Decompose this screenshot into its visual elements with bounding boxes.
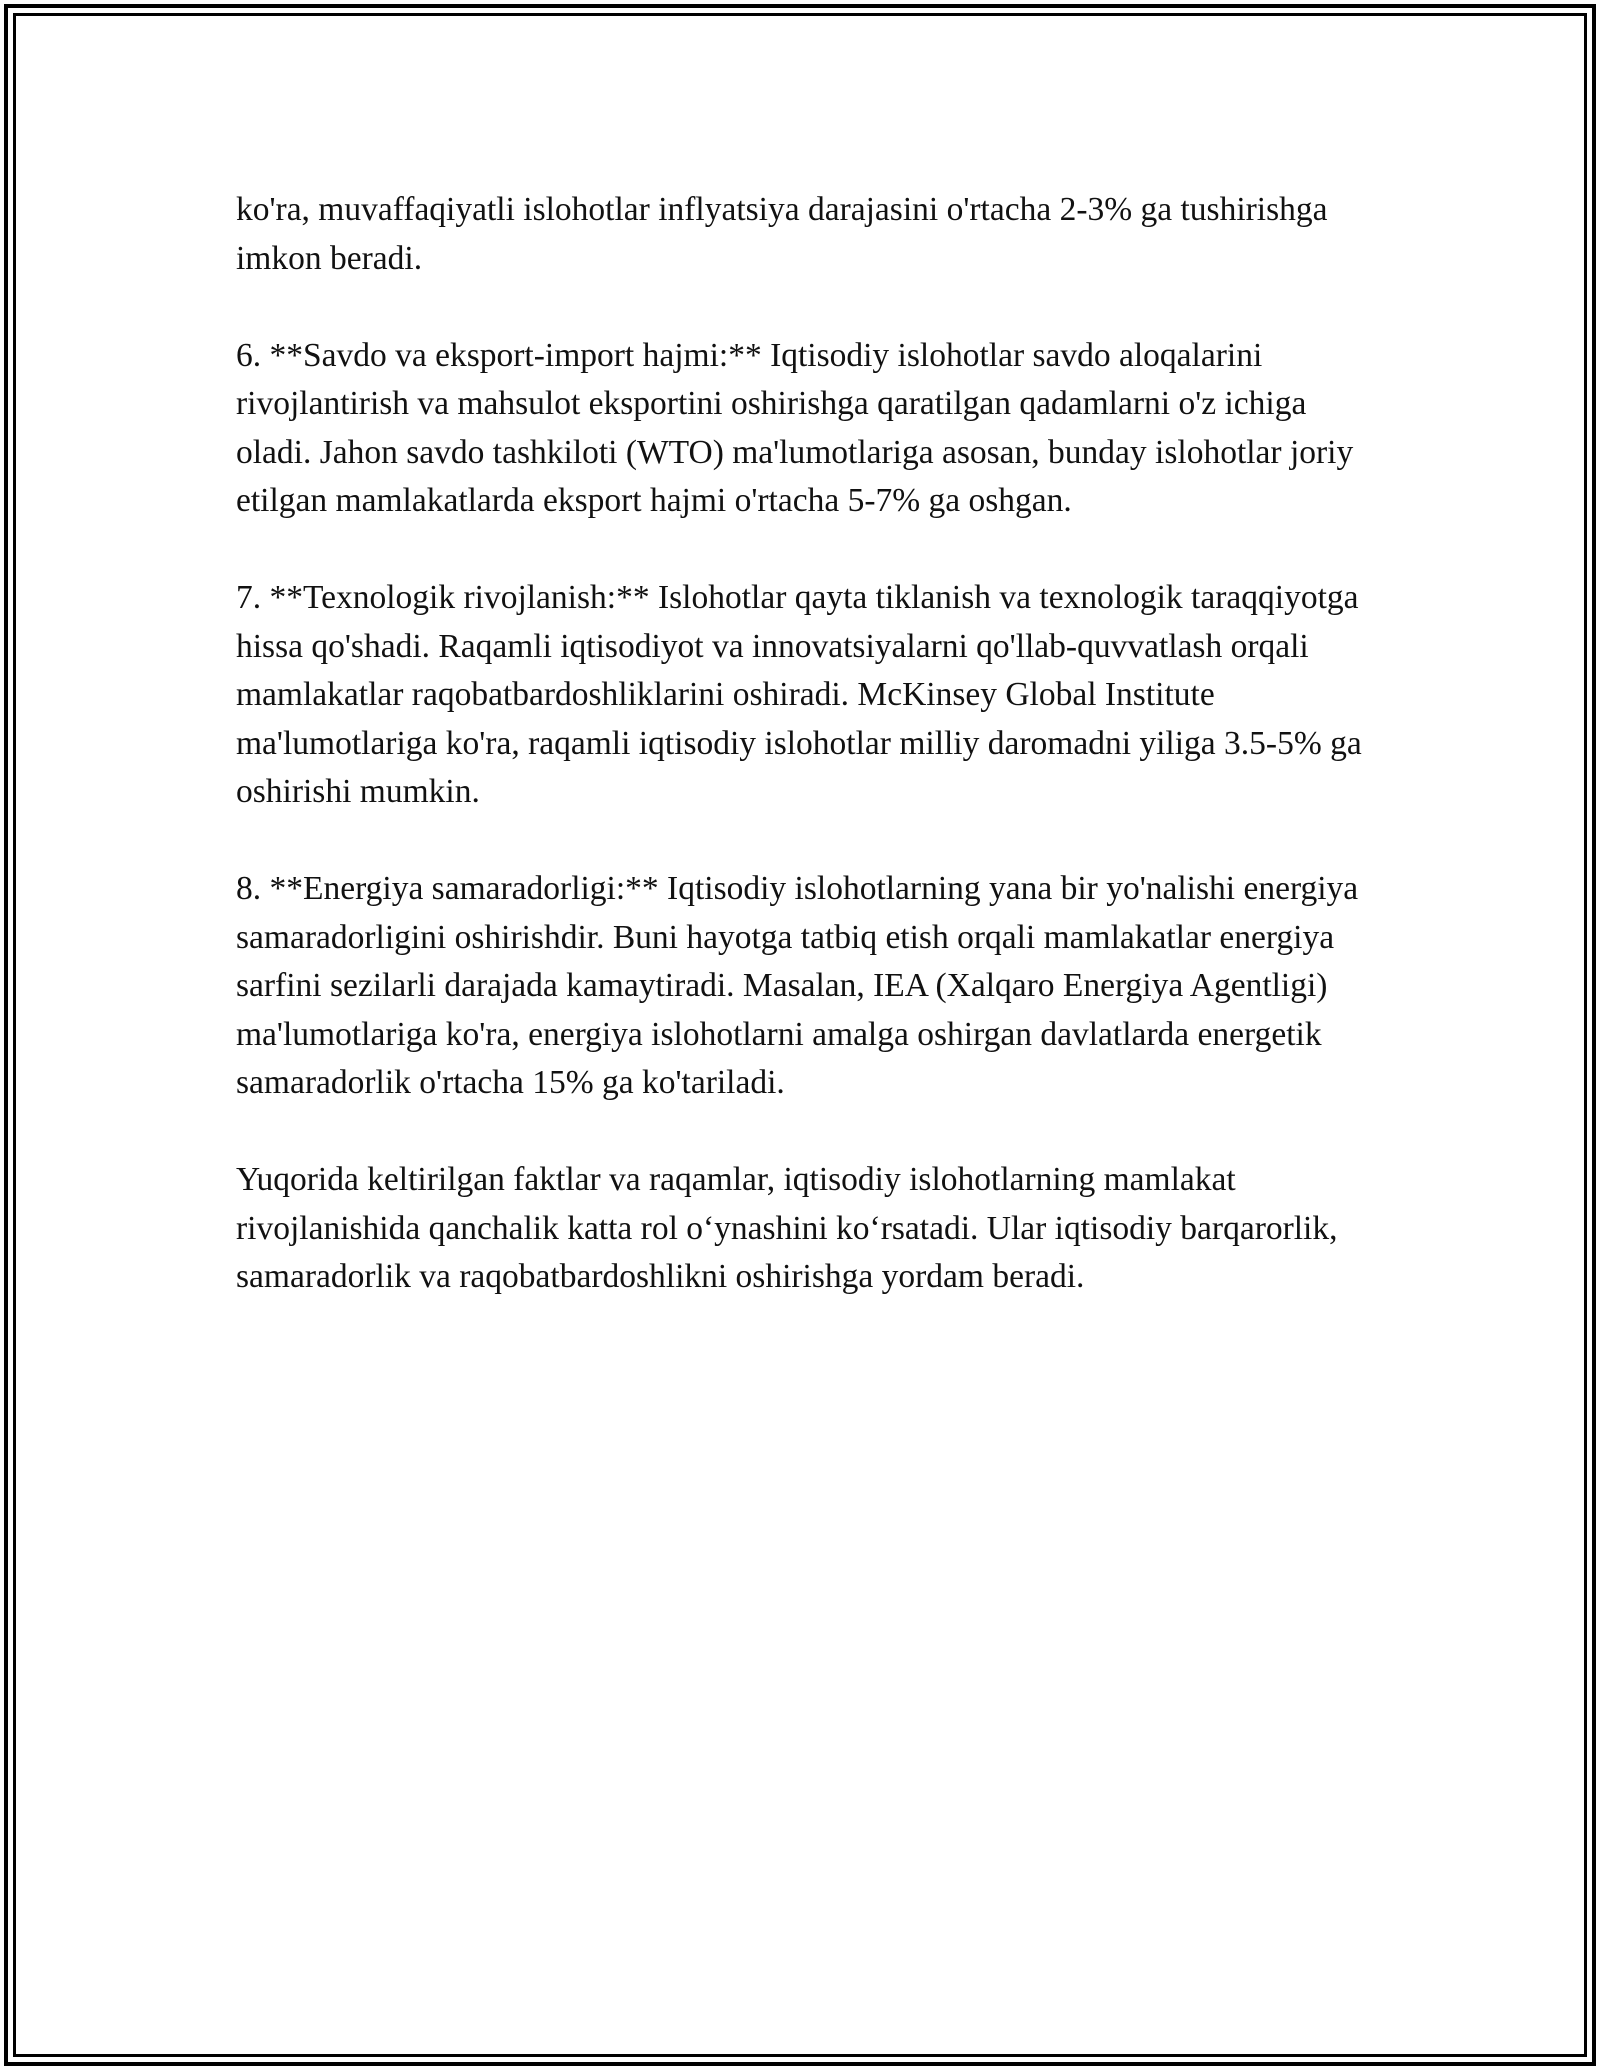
paragraph-energy-efficiency: 8. **Energiya samaradorligi:** Iqtisodiy islohotlarning yana bir yo'nalishi energiya samaradorligini oshirishdir. Buni hayotga tatbiq etish orqali mamlakatlar energiya sarfini sezilarli darajada kamaytiradi. Masalan, IEA (Xalqaro Energiya Agentligi) ma'lumotlariga ko'ra, energiya islohotlarni amalga oshirgan davlatlarda energetik samaradorlik o'rtacha 15% ga ko'tariladi. <box>236 870 1359 1101</box>
document-body <box>236 186 1386 1350</box>
paragraph-conclusion: Yuqorida keltirilgan faktlar va raqamlar, iqtisodiy islohotlarning mamlakat rivojlanishida qanchalik katta rol o‘ynashini ko‘rsatadi. Ular iqtisodiy barqarorlik, samaradorlik va raqobatbardoshlikni oshirishga yordam beradi. <box>236 1161 1338 1295</box>
paragraph-inflation-continuation: ko'ra, muvaffaqiyatli islohotlar inflyatsiya darajasini o'rtacha 2-3% ga tushirishga imkon beradi. <box>236 191 1328 277</box>
paragraph-technological-development: 7. **Texnologik rivojlanish:** Islohotlar qayta tiklanish va texnologik taraqqiyotga hissa qo'shadi. Raqamli iqtisodiyot va innovatsiyalarni qo'llab-quvvatlash orqali mamlakatlar raqobatbardoshliklarini oshiradi. McKinsey Global Institute ma'lumotlariga ko'ra, raqamli iqtisodiy islohotlar milliy daromadni yiliga 3.5-5% ga oshirishi mumkin. <box>236 579 1362 810</box>
paragraph-trade-export-import: 6. **Savdo va eksport-import hajmi:** Iqtisodiy islohotlar savdo aloqalarini rivojlantirish va mahsulot eksportini oshirishga qaratilgan qadamlarni o'z ichiga oladi. Jahon savdo tashkiloti (WTO) ma'lumotlariga asosan, bunday islohotlar joriy etilgan mamlakatlarda eksport hajmi o'rtacha 5-7% ga oshgan. <box>236 336 1354 519</box>
